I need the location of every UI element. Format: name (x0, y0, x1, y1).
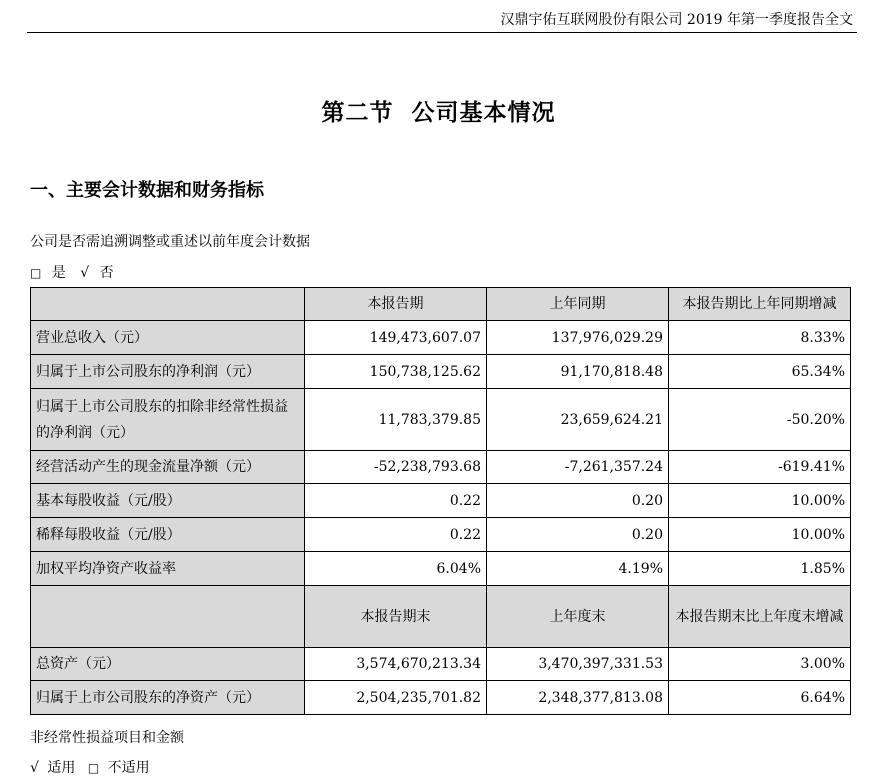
table-row (31, 451, 851, 484)
row-current-value: 150,738,125.62 (305, 355, 487, 389)
header-title: 汉鼎宇佑互联网股份有限公司 2019 年第一季度报告全文 (500, 12, 853, 28)
table-row (31, 355, 851, 389)
row-current-value: 149,473,607.07 (305, 321, 487, 355)
unchecked-box-icon: □ (87, 761, 100, 775)
not-applicable-label: 不适用 (107, 760, 150, 776)
row-prior-value: 2,348,377,813.08 (487, 681, 669, 715)
row-label: 归属于上市公司股东的净利润（元） (31, 355, 305, 389)
row-change-value: 8.33% (669, 321, 851, 355)
row-current-value: 0.22 (305, 518, 487, 552)
row-label: 加权平均净资产收益率 (31, 552, 305, 586)
row-prior-value: 23,659,624.21 (487, 389, 669, 451)
header-period-end: 本报告期末 (305, 586, 487, 648)
header-prior-year-end: 上年度末 (487, 586, 669, 648)
page-header (27, 0, 857, 33)
row-prior-value: 3,470,397,331.53 (487, 648, 669, 681)
row-change-value: 1.85% (669, 552, 851, 586)
table-header-row (31, 586, 851, 648)
row-label: 归属于上市公司股东的净资产（元） (31, 681, 305, 715)
row-prior-value: 4.19% (487, 552, 669, 586)
check-mark-icon: √ (80, 265, 90, 281)
row-label: 营业总收入（元） (31, 321, 305, 355)
header-prior-period: 上年同期 (487, 288, 669, 321)
header-period-end-change: 本报告期末比上年度末增减 (669, 586, 851, 648)
row-prior-value: 0.20 (487, 518, 669, 552)
row-label: 基本每股收益（元/股） (31, 484, 305, 518)
check-mark-icon: √ (30, 760, 39, 776)
row-change-value: 10.00% (669, 484, 851, 518)
row-prior-value: 0.20 (487, 484, 669, 518)
header-change: 本报告期比上年同期增减 (669, 288, 851, 321)
header-blank-cell (31, 288, 305, 321)
table-row (31, 484, 851, 518)
row-change-value: 3.00% (669, 648, 851, 681)
row-label: 经营活动产生的现金流量净额（元） (31, 451, 305, 484)
row-change-value: 10.00% (669, 518, 851, 552)
no-label: 否 (99, 265, 114, 281)
table-row (31, 389, 851, 451)
row-label: 总资产（元） (31, 648, 305, 681)
row-current-value: 6.04% (305, 552, 487, 586)
section-title: 第二节 公司基本情况 (321, 100, 556, 126)
row-current-value: 3,574,670,213.34 (305, 648, 487, 681)
row-prior-value: 137,976,029.29 (487, 321, 669, 355)
header-current-period: 本报告期 (305, 288, 487, 321)
row-label: 稀释每股收益（元/股） (31, 518, 305, 552)
row-prior-value: 91,170,818.48 (487, 355, 669, 389)
row-prior-value: -7,261,357.24 (487, 451, 669, 484)
row-current-value: -52,238,793.68 (305, 451, 487, 484)
header-blank-cell (31, 586, 305, 648)
applicable-label: 适用 (47, 760, 76, 776)
table-row (31, 681, 851, 715)
table-header-row (31, 288, 851, 321)
financial-indicators-table (30, 287, 851, 715)
row-change-value: 6.64% (669, 681, 851, 715)
table-row (31, 552, 851, 586)
restate-question: 公司是否需追溯调整或重述以前年度会计数据 (30, 234, 310, 250)
row-current-value: 0.22 (305, 484, 487, 518)
yes-label: 是 (51, 265, 66, 281)
row-change-value: 65.34% (669, 355, 851, 389)
row-current-value: 11,783,379.85 (305, 389, 487, 451)
row-change-value: -50.20% (669, 389, 851, 451)
row-current-value: 2,504,235,701.82 (305, 681, 487, 715)
table-row (31, 648, 851, 681)
row-label: 归属于上市公司股东的扣除非经常性损益的净利润（元） (31, 389, 305, 451)
unchecked-box-icon: □ (30, 266, 42, 280)
row-change-value: -619.41% (669, 451, 851, 484)
applicable-options (30, 757, 150, 777)
restate-options (30, 262, 114, 282)
table-row (31, 518, 851, 552)
subsection-title: 一、主要会计数据和财务指标 (30, 180, 264, 201)
nonrecurring-label: 非经常性损益项目和金额 (30, 730, 184, 746)
table-row (31, 321, 851, 355)
